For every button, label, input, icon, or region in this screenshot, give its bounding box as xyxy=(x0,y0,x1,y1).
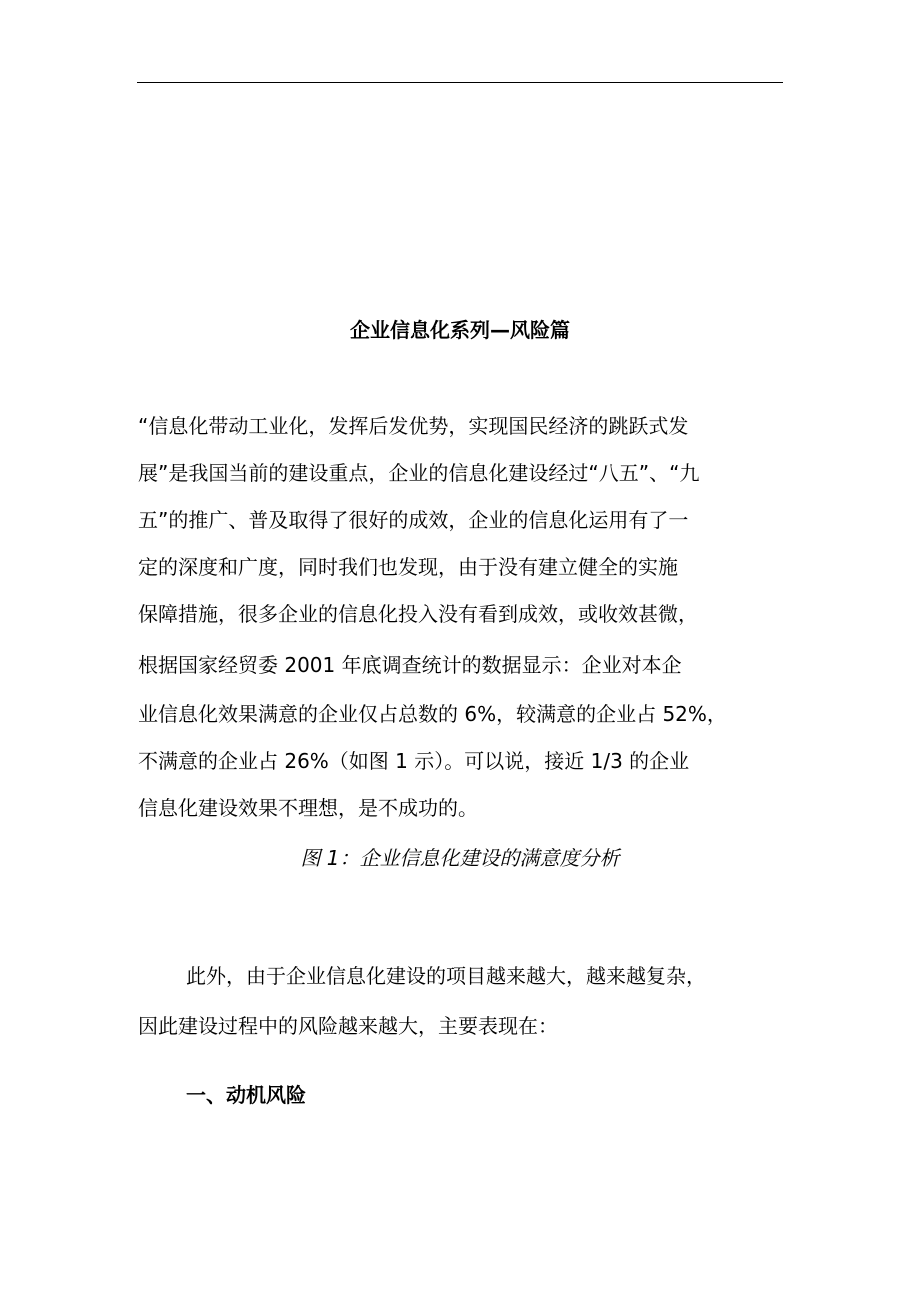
intro-line: 保障措施，很多企业的信息化投入没有看到成效，或收效甚微， xyxy=(138,602,698,626)
header-rule xyxy=(137,82,783,83)
intro-line: 五”的推广、普及取得了很好的成效，企业的信息化运用有了一 xyxy=(138,508,689,532)
document-title: 企业信息化系列—风险篇 xyxy=(350,318,570,342)
figure-caption: 图 1：企业信息化建设的满意度分析 xyxy=(300,846,620,870)
paragraph-line: 此外，由于企业信息化建设的项目越来越大，越来越复杂， xyxy=(186,964,706,988)
intro-line: 根据国家经贸委 2001 年底调查统计的数据显示：企业对本企 xyxy=(138,653,682,677)
intro-line: “信息化带动工业化，发挥后发优势，实现国民经济的跳跃式发 xyxy=(138,414,689,438)
intro-line: 不满意的企业占 26%（如图 1 示）。可以说，接近 1/3 的企业 xyxy=(138,749,690,773)
intro-line: 信息化建设效果不理想，是不成功的。 xyxy=(138,796,478,820)
paragraph-line: 因此建设过程中的风险越来越大，主要表现在： xyxy=(138,1014,558,1038)
intro-line: 业信息化效果满意的企业仅占总数的 6%，较满意的企业占 52%， xyxy=(138,702,727,726)
intro-line: 展”是我国当前的建设重点，企业的信息化建设经过“八五”、“九 xyxy=(138,461,700,485)
section-heading: 一、动机风险 xyxy=(186,1083,306,1107)
intro-line: 定的深度和广度，同时我们也发现，由于没有建立健全的实施 xyxy=(138,555,678,579)
